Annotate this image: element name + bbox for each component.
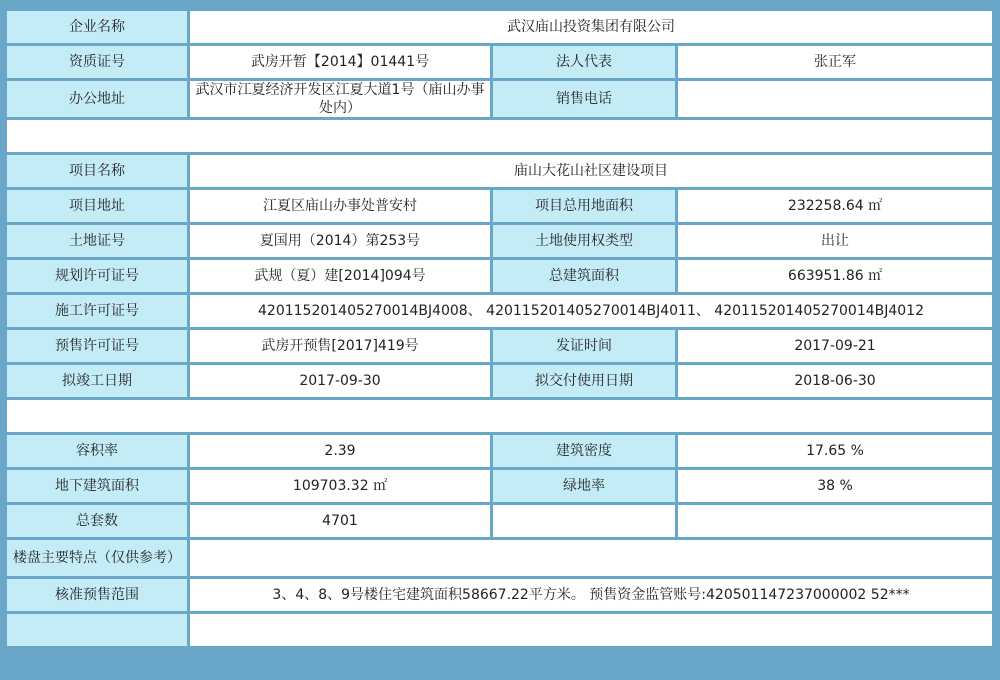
label-land-area: 项目总用地面积 xyxy=(493,190,675,222)
table-row xyxy=(7,365,992,397)
project-info-table xyxy=(4,8,995,649)
value-land-area: 232258.64 ㎡ xyxy=(678,190,992,222)
label-more xyxy=(7,614,187,646)
value-legal: 张正军 xyxy=(678,46,992,78)
table-row xyxy=(7,505,992,537)
table-row xyxy=(7,435,992,467)
label-legal: 法人代表 xyxy=(493,46,675,78)
label-land-type: 土地使用权类型 xyxy=(493,225,675,257)
value-underground: 109703.32 ㎡ xyxy=(190,470,490,502)
label-phone: 销售电话 xyxy=(493,81,675,117)
value-deliver: 2018-06-30 xyxy=(678,365,992,397)
value-density: 17.65 % xyxy=(678,435,992,467)
value-plan: 武规（夏）建[2014]094号 xyxy=(190,260,490,292)
value-green: 38 % xyxy=(678,470,992,502)
label-project-addr: 项目地址 xyxy=(7,190,187,222)
value-project-addr: 江夏区庙山办事处普安村 xyxy=(190,190,490,222)
value-more xyxy=(190,614,992,646)
value-issue: 2017-09-21 xyxy=(678,330,992,362)
value-construct: 420115201405270014BJ4008、 420115201405270014BJ4011、 420115201405270014BJ4012 xyxy=(190,295,992,327)
label-deliver: 拟交付使用日期 xyxy=(493,365,675,397)
value-project-name: 庙山大花山社区建设项目 xyxy=(190,155,992,187)
label-project-name: 项目名称 xyxy=(7,155,187,187)
table-row xyxy=(7,614,992,646)
table-row xyxy=(7,260,992,292)
label-presale: 预售许可证号 xyxy=(7,330,187,362)
value-office: 武汉市江夏经济开发区江夏大道1号（庙山办事处内） xyxy=(190,81,490,117)
value-complete: 2017-09-30 xyxy=(190,365,490,397)
label-plan: 规划许可证号 xyxy=(7,260,187,292)
label-underground: 地下建筑面积 xyxy=(7,470,187,502)
label-issue: 发证时间 xyxy=(493,330,675,362)
blank-cell xyxy=(7,400,992,432)
table-row xyxy=(7,190,992,222)
label-far: 容积率 xyxy=(7,435,187,467)
label-density: 建筑密度 xyxy=(493,435,675,467)
value-land-type: 出让 xyxy=(678,225,992,257)
label-cert: 资质证号 xyxy=(7,46,187,78)
spacer-row xyxy=(7,400,992,432)
label-features: 楼盘主要特点（仅供参考） xyxy=(7,540,187,576)
label-construct: 施工许可证号 xyxy=(7,295,187,327)
label-build-area: 总建筑面积 xyxy=(493,260,675,292)
value-phone xyxy=(678,81,992,117)
table-row xyxy=(7,295,992,327)
blank-cell xyxy=(7,120,992,152)
table-row xyxy=(7,11,992,43)
value-features xyxy=(190,540,992,576)
table-row xyxy=(7,579,992,611)
label-green: 绿地率 xyxy=(493,470,675,502)
label-units: 总套数 xyxy=(7,505,187,537)
value-cert: 武房开暂【2014】01441号 xyxy=(190,46,490,78)
spacer-row xyxy=(7,120,992,152)
value-scope: 3、4、8、9号楼住宅建筑面积58667.22平方米。 预售资金监管账号:420501147237000002 52*** xyxy=(190,579,992,611)
table-row xyxy=(7,540,992,576)
table-row xyxy=(7,81,992,117)
value-land-cert: 夏国用（2014）第253号 xyxy=(190,225,490,257)
label-land-cert: 土地证号 xyxy=(7,225,187,257)
label-company-name: 企业名称 xyxy=(7,11,187,43)
table-row xyxy=(7,470,992,502)
label-complete: 拟竣工日期 xyxy=(7,365,187,397)
label-office: 办公地址 xyxy=(7,81,187,117)
value-presale: 武房开预售[2017]419号 xyxy=(190,330,490,362)
empty-cell xyxy=(678,505,992,537)
table-row xyxy=(7,225,992,257)
value-company-name: 武汉庙山投资集团有限公司 xyxy=(190,11,992,43)
table-row xyxy=(7,155,992,187)
value-far: 2.39 xyxy=(190,435,490,467)
table-row xyxy=(7,46,992,78)
value-build-area: 663951.86 ㎡ xyxy=(678,260,992,292)
table-row xyxy=(7,330,992,362)
label-scope: 核准预售范围 xyxy=(7,579,187,611)
value-units: 4701 xyxy=(190,505,490,537)
empty-cell xyxy=(493,505,675,537)
